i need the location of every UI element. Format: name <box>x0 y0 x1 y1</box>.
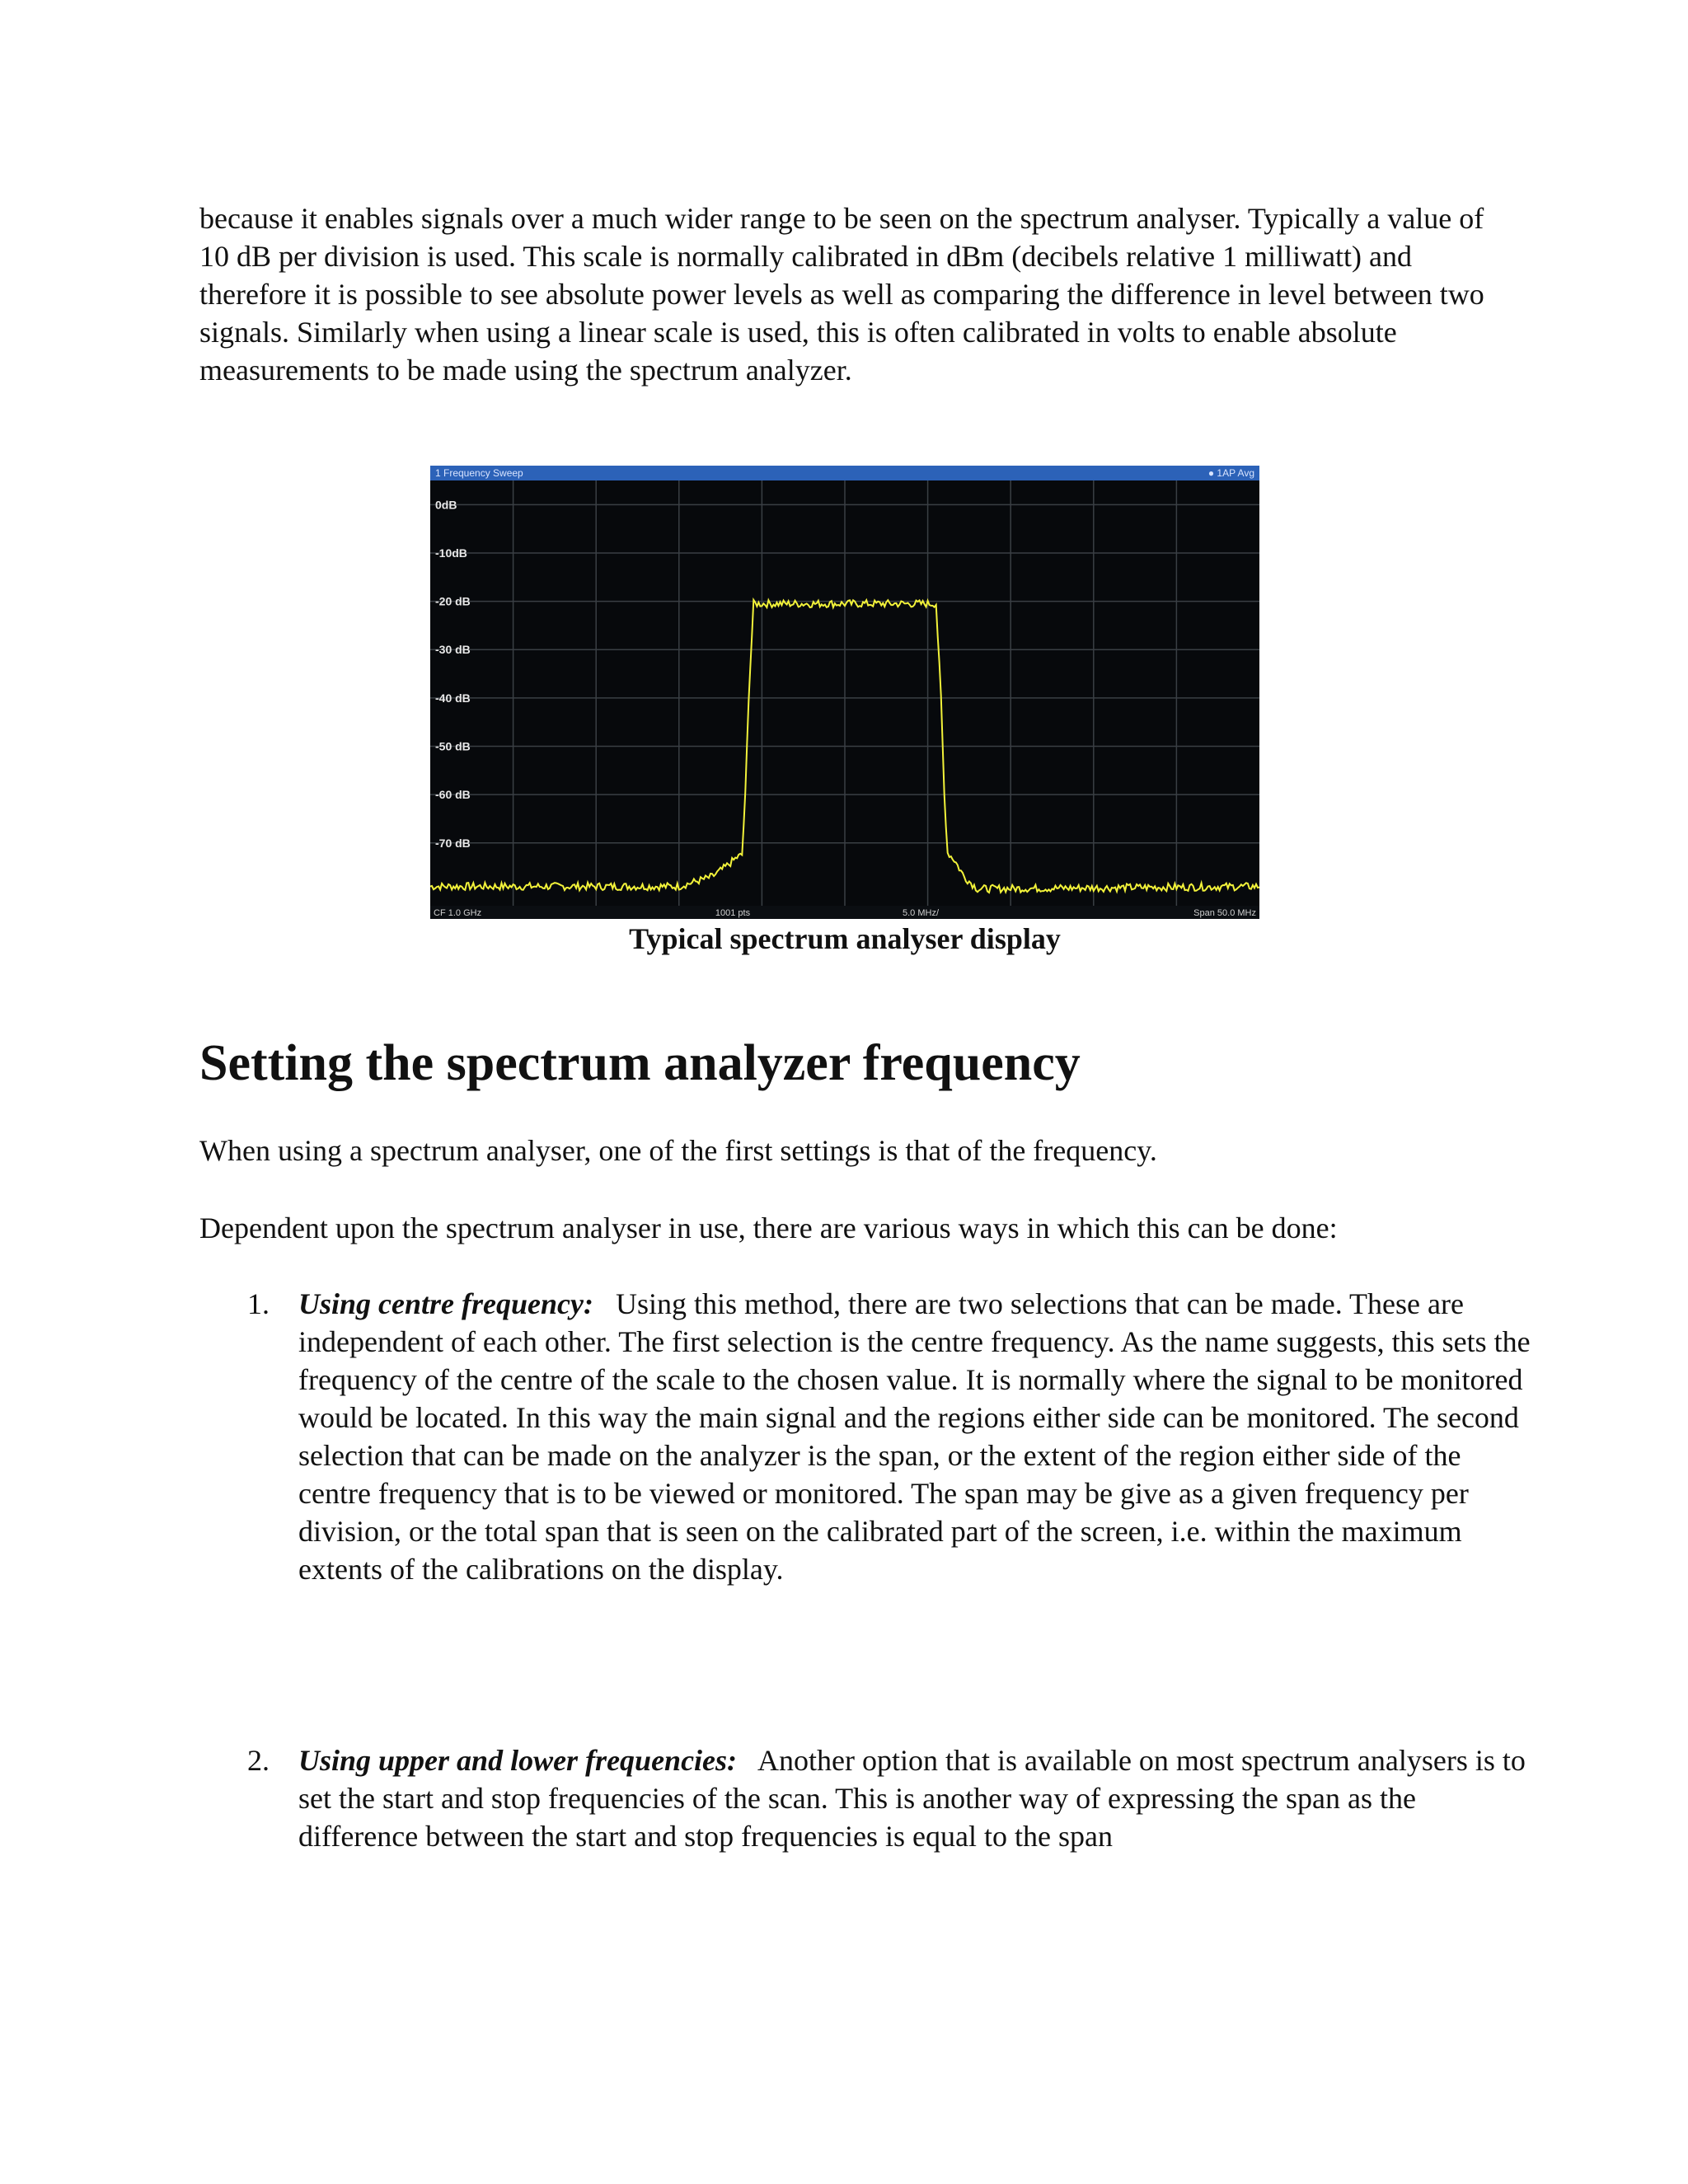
spectrum-analyser-figure <box>430 466 1259 919</box>
spectrum-chart <box>430 480 1259 919</box>
list-item-body <box>298 1285 1535 1588</box>
figure-title-bar <box>430 466 1259 480</box>
y-tick-label: -50 dB <box>435 739 471 753</box>
footer-per-division: 5.0 MHz/ <box>902 908 940 918</box>
figure-window-title: 1 Frequency Sweep <box>435 467 523 479</box>
y-tick-label: 0dB <box>435 498 457 512</box>
y-tick-label: -30 dB <box>435 643 471 657</box>
footer-center-frequency: CF 1.0 GHz <box>434 908 482 918</box>
list-term: Using upper and lower frequencies: <box>298 1744 738 1777</box>
intro-paragraph: because it enables signals over a much wider range to be seen on the spectrum analyser. Typically a value of 10 dB per division is used. This scale is normally calibrated in dBm (decibels relative 1 milliwatt) and therefore it is possible to see absolute power levels as well as comparing the difference in level between two signals. Similarly when using a linear scale is used, this is often calibrated in volts to enable absolute measurements to be made using the spectrum analyzer. <box>199 202 1484 387</box>
y-tick-label: -70 dB <box>435 836 471 850</box>
y-tick-label: -40 dB <box>435 691 471 705</box>
section-heading: Setting the spectrum analyzer frequency <box>199 1035 1081 1091</box>
list-number: 2. <box>247 1744 270 1777</box>
y-tick-label: -60 dB <box>435 788 471 802</box>
list-text: Another option that is available on most spectrum analysers is to set the start and stop frequencies of the scan. This is another way of expressing the span as the difference between the start and stop frequencies is equal to the span <box>298 1744 1526 1853</box>
paragraph-when: When using a spectrum analyser, one of the first settings is that of the frequency. <box>199 1134 1157 1167</box>
footer-span: Span 50.0 MHz <box>1193 908 1256 918</box>
figure-caption: Typical spectrum analyser display <box>629 922 1061 955</box>
y-tick-label: -10dB <box>435 546 467 560</box>
paragraph-dependent: Dependent upon the spectrum analyser in use, there are various ways in which this can be done: <box>199 1212 1338 1244</box>
footer-points: 1001 pts <box>715 908 751 918</box>
y-tick-label: -20 dB <box>435 594 471 608</box>
figure-trace-badge: ● 1AP Avg <box>1207 467 1254 479</box>
figure-footer-bar <box>430 906 1259 919</box>
list-term: Using centre frequency: <box>298 1287 593 1320</box>
list-item-body <box>298 1741 1535 1855</box>
list-number: 1. <box>247 1287 270 1320</box>
list-text: Using this method, there are two selections that can be made. These are independent of each other. The first selection is the centre frequency. As the name suggests, this sets the frequency of the centre of the scale to the chosen value. It is normally where the signal to be monitored would be located. In this way the main signal and the regions either side can be monitored. The second selection that can be made on the analyzer is the span, or the extent of the region either side of the centre frequency that is to be viewed or monitored. The span may be give as a given frequency per division, or the total span that is seen on the calibrated part of the screen, i.e. within the maximum extents of the calibrations on the display. <box>298 1287 1531 1586</box>
